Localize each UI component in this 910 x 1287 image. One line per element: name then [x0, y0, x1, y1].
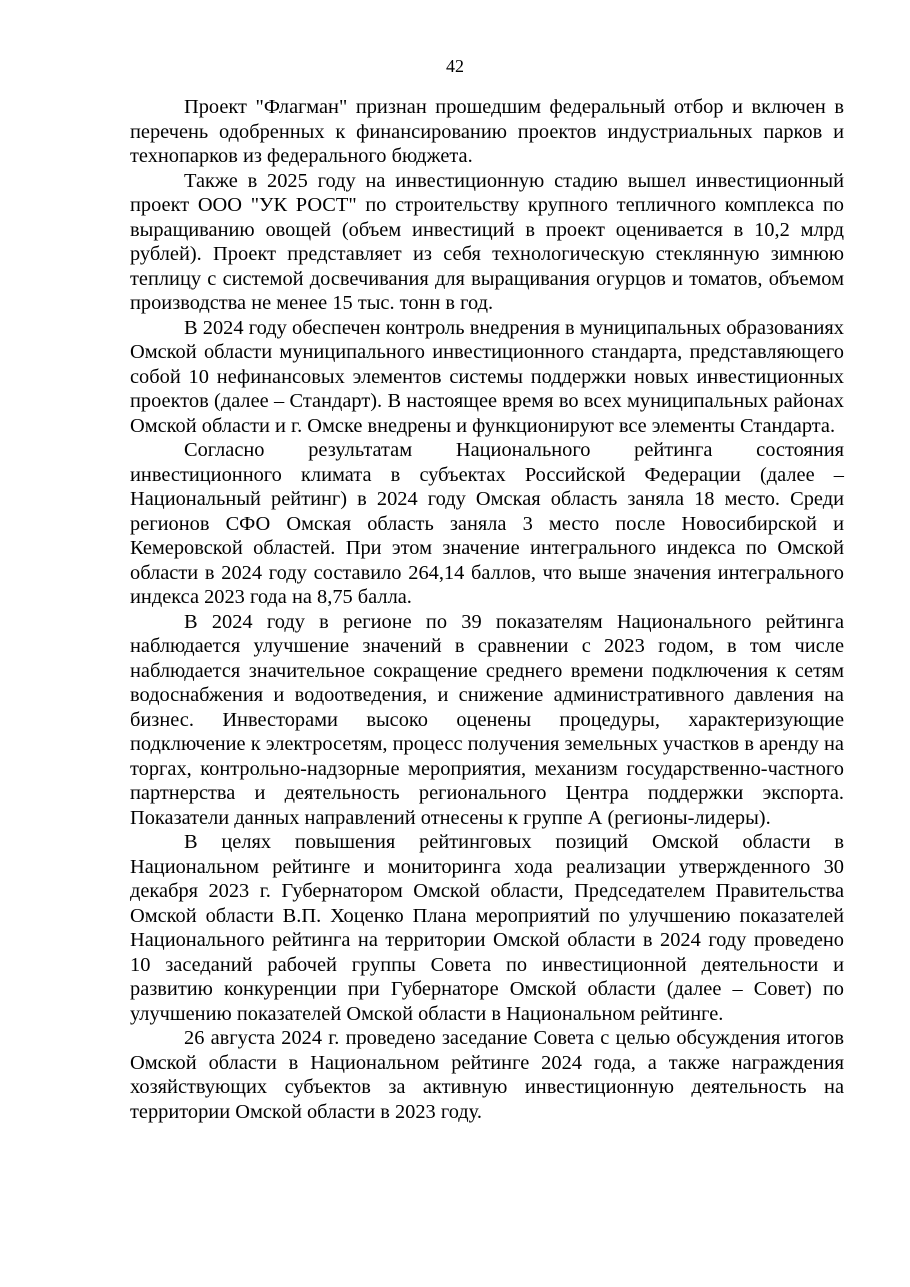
paragraph: В целях повышения рейтинговых позиций Омской области в Национальном рейтинге и мониторинга хода реализации утвержденного 30 декабря 2023 г. Губернатором Омской области, Председателем Правительства Омской области В.П. Хоценко Плана мероприятий по улучшению показателей Национального рейтинга на территории Омской области в 2024 году проведено 10 заседаний рабочей группы Совета по инвестиционной деятельности и развитию конкуренции при Губернаторе Омской области (далее – Совет) по улучшению показателей Омской области в Национальном рейтинге. — [130, 831, 844, 1025]
page-number: 42 — [446, 56, 464, 76]
paragraph: Также в 2025 году на инвестиционную стадию вышел инвестиционный проект ООО "УК РОСТ" по строительству крупного тепличного комплекса по выращиванию овощей (объем инвестиций в проект оценивается в 10,2 млрд рублей). Проект представляет из себя технологическую стеклянную зимнюю теплицу с системой досвечивания для выращивания огурцов и томатов, объемом производства не менее 15 тыс. тонн в год. — [130, 169, 844, 314]
paragraph: В 2024 году в регионе по 39 показателям Национального рейтинга наблюдается улучшение значений в сравнении с 2023 годом, в том числе наблюдается значительное сокращение среднего времени подключения к сетям водоснабжения и водоотведения, и снижение административного давления на бизнес. Инвесторами высоко оценены процедуры, характеризующие подключение к электросетям, процесс получения земельных участков в аренду на торгах, контрольно-надзорные мероприятия, механизм государственно-частного партнерства и деятельность регионального Центра поддержки экспорта. Показатели данных направлений отнесены к группе А (регионы-лидеры). — [130, 610, 844, 829]
paragraph: Проект "Флагман" признан прошедшим федеральный отбор и включен в перечень одобренных к финансированию проектов индустриальных парков и технопарков из федерального бюджета. — [130, 96, 844, 167]
paragraph: 26 августа 2024 г. проведено заседание Совета с целью обсуждения итогов Омской области в Национальном рейтинге 2024 года, а также награждения хозяйствующих субъектов за активную инвестиционную деятельность на территории Омской области в 2023 году. — [130, 1027, 844, 1123]
paragraph: В 2024 году обеспечен контроль внедрения в муниципальных образованиях Омской области муниципального инвестиционного стандарта, представляющего собой 10 нефинансовых элементов системы поддержки новых инвестиционных проектов (далее – Стандарт). В настоящее время во всех муниципальных районах Омской области и г. Омске внедрены и функционируют все элементы Стандарта. — [130, 316, 844, 437]
document-body — [130, 95, 844, 1124]
paragraph: Согласно результатам Национального рейтинга состояния инвестиционного климата в субъектах Российской Федерации (далее – Национальный рейтинг) в 2024 году Омская область заняла 18 место. Среди регионов СФО Омская область заняла 3 место после Новосибирской и Кемеровской областей. При этом значение интегрального индекса по Омской области в 2024 году составило 264,14 баллов, что выше значения интегрального индекса 2023 года на 8,75 балла. — [130, 439, 844, 608]
